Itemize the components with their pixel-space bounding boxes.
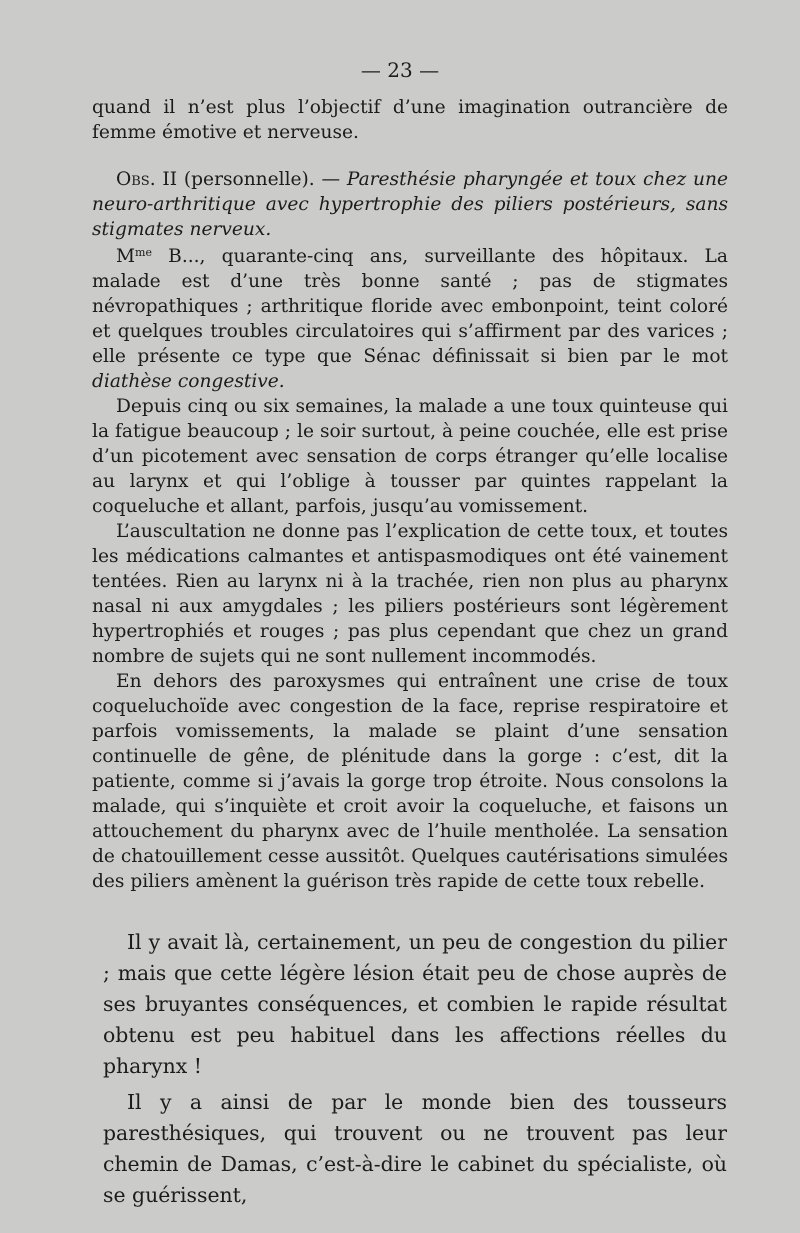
patient-prefix: M xyxy=(116,246,136,267)
case-paragraph-text: B..., quarante-cinq ans, surveillante des hôpitaux. La malade est d’une très bonne santé ; pas de stigmates névropathiques ; arthritique floride avec embonpoint, teint coloré et quelques troubles circulatoires qui s’affirment par des varices ; elle présente ce type que Sénac définissait si bien par le mot xyxy=(92,246,728,367)
observation-section xyxy=(92,95,728,894)
observation-title: Paresthésie pharyngée et toux chez une neuro-arthritique avec hypertrophie des piliers postérieurs, sans stigmates nerveux. xyxy=(92,169,728,240)
case-paragraph xyxy=(92,244,728,394)
page-number: — 23 — xyxy=(360,58,440,82)
case-paragraph-emphasis: diathèse congestive. xyxy=(92,371,285,392)
case-paragraph-2: Depuis cinq ou six semaines, la malade a une toux quinteuse qui la fatigue beaucoup ; le soir surtout, à peine couchée, elle est prise d’un picotement avec sensation de corps étranger qu’elle localise au larynx et qui l’oblige à tousser par quintes rappelant la coqueluche et allant, parfois, jusqu’au vomissement. xyxy=(92,396,728,517)
observation-label: Obs. xyxy=(116,169,156,190)
observation-heading xyxy=(92,167,728,242)
observation-number: II (personnelle). — xyxy=(155,169,347,190)
body-paragraph-2: Il y a ainsi de par le monde bien des tousseurs paresthésiques, qui trouvent ou ne trouvent pas leur chemin de Damas, c’est-à-dire le cabinet du spécialiste, où se guérissent, xyxy=(103,1090,727,1207)
case-paragraph-4: En dehors des paroxysmes qui entraînent une crise de toux coqueluchoïde avec congestion de la face, reprise respiratoire et parfois vomissements, la malade se plaint d’une sensation continuelle de gêne, de plénitude dans la gorge : c’est, dit la patiente, comme si j’avais la gorge trop étroite. Nous consolons la malade, qui s’inquiète et croit avoir la coqueluche, et faisons un attouchement du pharynx avec de l’huile mentholée. La sensation de chatouillement cesse aussitôt. Quelques cautérisations simulées des piliers amènent la guérison très rapide de cette toux rebelle. xyxy=(92,671,728,892)
body-section xyxy=(103,927,727,1211)
body-paragraph-1: Il y avait là, certainement, un peu de congestion du pilier ; mais que cette légère lésion était peu de chose auprès de ses bruyantes conséquences, et combien le rapide résultat obtenu est peu habituel dans les affections réelles du pharynx ! xyxy=(103,930,727,1078)
case-paragraph-3: L’auscultation ne donne pas l’explication de cette toux, et toutes les médications calmantes et antispasmodiques ont été vainement tentées. Rien au larynx ni à la trachée, rien non plus au pharynx nasal ni aux amygdales ; les piliers postérieurs sont légèrement hypertrophiés et rouges ; pas plus cependant que chez un grand nombre de sujets qui ne sont nullement incommodés. xyxy=(92,521,728,667)
intro-paragraph: quand il n’est plus l’objectif d’une imagination outrancière de femme émotive et nerveuse. xyxy=(92,97,728,143)
patient-superscript: me xyxy=(135,246,152,259)
